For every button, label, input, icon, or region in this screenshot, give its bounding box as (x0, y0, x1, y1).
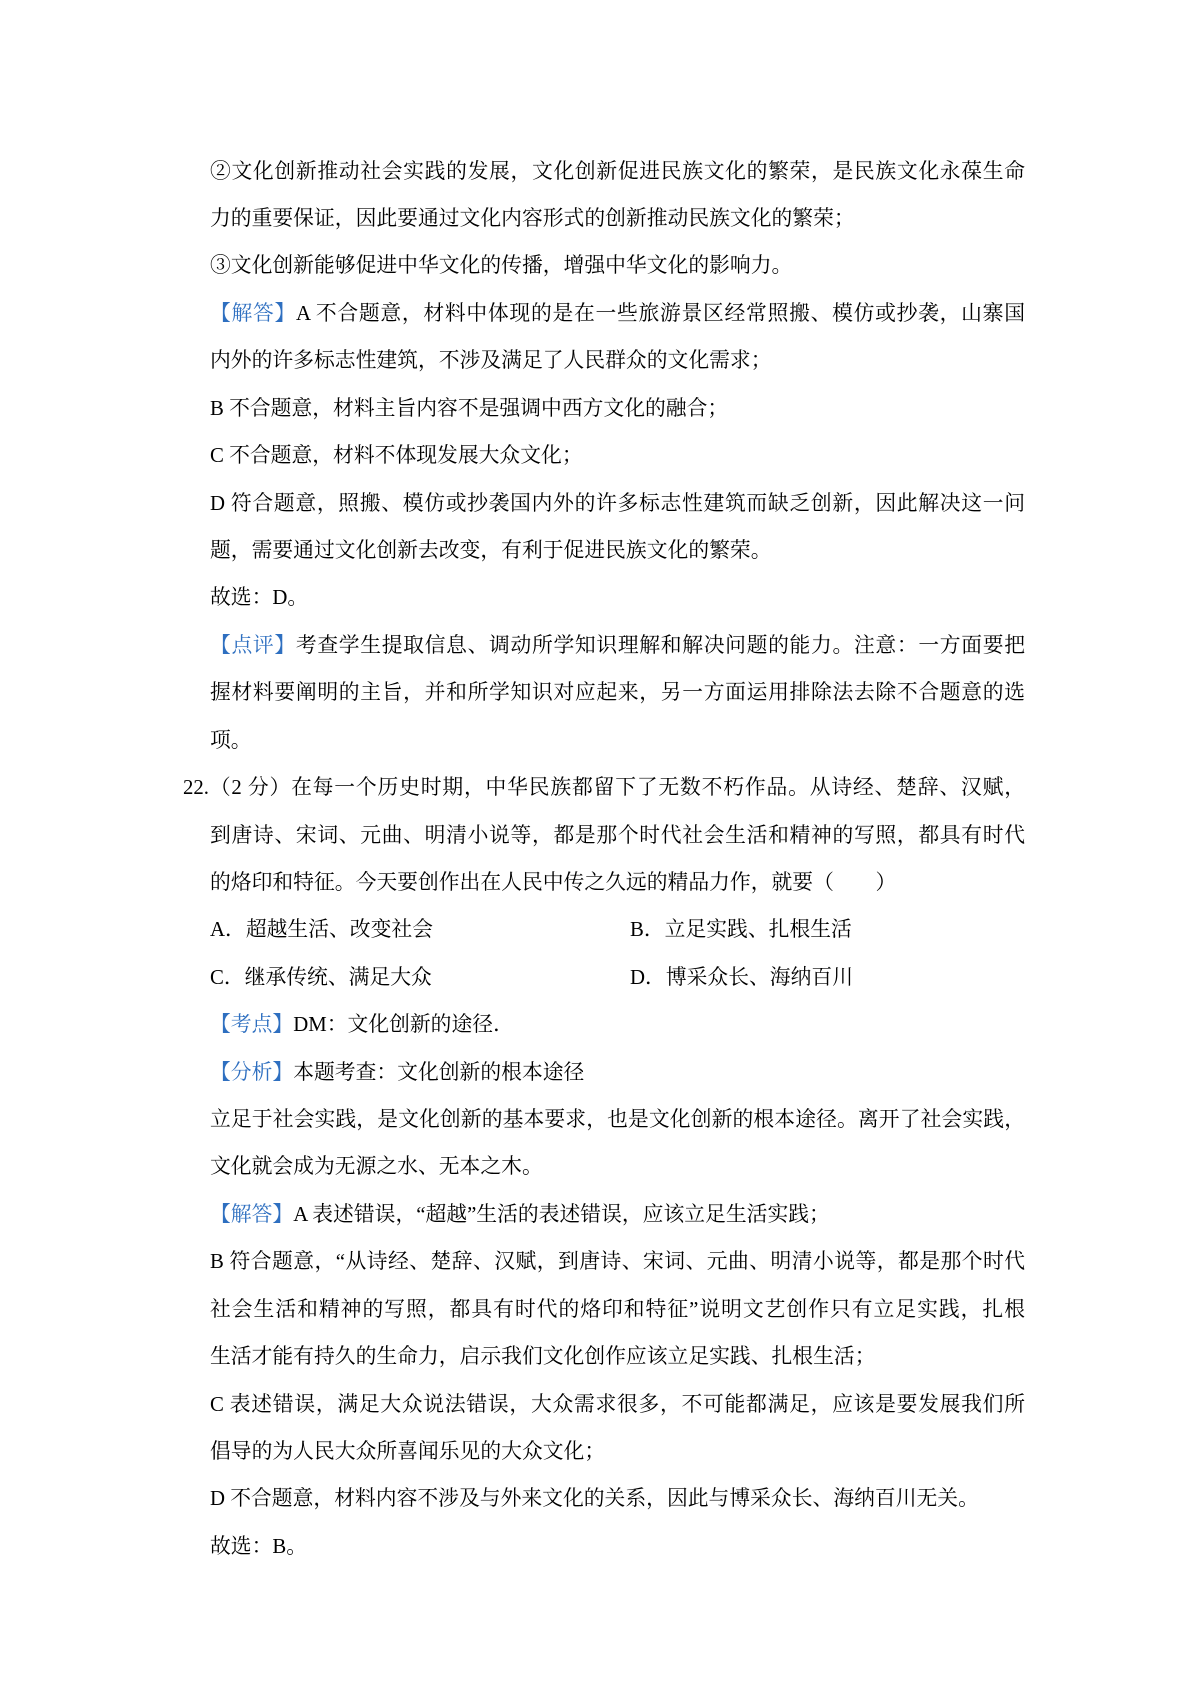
q22-option-a-text: 超越生活、改变社会 (245, 918, 433, 942)
q22-analysis-label: 【分析】 (210, 1060, 294, 1084)
q22-options (210, 906, 1025, 1001)
q21-analysis-point-3: ③文化创新能够促进中华文化的传播，增强中华文化的影响力。 (210, 254, 793, 278)
q21-comment-text-1: 考查学生提取信息、调动所学知识理解和解决问题的能力。注意：一方面要把 (295, 633, 1025, 657)
q21-answer-line-1 (210, 290, 1025, 337)
q22-option-b-text: 立足实践、扎根生活 (664, 918, 852, 942)
q21-answer-choice: 故选：D。 (210, 586, 309, 610)
q22-option-c-text: 继承传统、满足大众 (244, 965, 432, 989)
q22-answer-label: 【解答】 (210, 1202, 294, 1226)
q22-answer (210, 1191, 1025, 1570)
q22-answer-line-1 (210, 1191, 1025, 1238)
q22-option-d-letter: D． (630, 965, 666, 989)
q21-answer-option-d-line-1: D 符合题意，照搬、模仿或抄袭国内外的许多标志性建筑而缺乏创新，因此解决这一问 (210, 491, 1025, 515)
q22-option-a-letter: A． (210, 918, 246, 942)
q22-option-c (210, 954, 630, 1001)
q21-comment-line-2: 握材料要阐明的主旨，并和所学知识对应起来，另一方面运用排除法去除不合题意的选 (210, 681, 1025, 705)
q22-knowledge-point-line (210, 1001, 1025, 1048)
q22-question (183, 764, 1025, 906)
q21-analysis-point-2-line-1: ②文化创新推动社会实践的发展，文化创新促进民族文化的繁荣，是民族文化永葆生命 (210, 159, 1025, 183)
q22-number: 22. (183, 776, 209, 800)
q22-answer-option-b-line-3: 生活才能有持久的生命力，启示我们文化创作应该立足实践、扎根生活； (210, 1345, 876, 1369)
q22-answer-option-d: D 不合题意，材料内容不涉及与外来文化的关系，因此与博采众长、海纳百川无关。 (210, 1487, 979, 1511)
q22-knowledge-point-label: 【考点】 (210, 1013, 294, 1037)
q22-answer-option-c-line-2: 倡导的为人民大众所喜闻乐见的大众文化； (210, 1439, 606, 1463)
q21-answer-option-c: C 不合题意，材料不体现发展大众文化； (210, 444, 583, 468)
q22-answer-option-b-line-2: 社会生活和精神的写照，都具有时代的烙印和特征”说明文艺创作只有立足实践，扎根 (210, 1297, 1025, 1321)
q22-option-b (630, 906, 1050, 953)
q21-answer-option-a-line-1: A 不合题意，材料中体现的是在一些旅游景区经常照搬、模仿或抄袭，山寨国 (296, 301, 1025, 325)
document-body (183, 148, 1025, 1571)
q22-analysis-line-1 (210, 1049, 1025, 1096)
q22-analysis-line-2: 立足于社会实践，是文化创新的基本要求，也是文化创新的根本途径。离开了社会实践， (210, 1108, 1025, 1132)
q22-score: （2 分） (209, 776, 292, 800)
q21-comment-line-1 (210, 622, 1025, 669)
q21-comment-line-3: 项。 (210, 728, 252, 752)
q21-analysis-tail (210, 148, 1025, 290)
q21-comment-label: 【点评】 (210, 633, 296, 657)
q21-comment (210, 622, 1025, 764)
q22-options-row-1 (210, 906, 1025, 953)
q22-option-d (630, 954, 1050, 1001)
q21-answer-option-a-line-2: 内外的许多标志性建筑，不涉及满足了人民群众的文化需求； (210, 349, 772, 373)
q21-answer-option-b: B 不合题意，材料主旨内容不是强调中西方文化的融合； (210, 396, 729, 420)
q22-option-b-letter: B． (630, 918, 665, 942)
q22-option-d-text: 博采众长、海纳百川 (665, 965, 853, 989)
q22-stem-line-3: 的烙印和特征。今天要创作出在人民中传之久远的精品力作，就要（ ） (210, 870, 897, 894)
q22-analysis-line-3: 文化就会成为无源之水、无本之木。 (210, 1155, 543, 1179)
q21-answer-label: 【解答】 (210, 301, 297, 325)
q22-analysis-text-1: 本题考查：文化创新的根本途径 (293, 1060, 585, 1084)
q22-option-a (210, 906, 630, 953)
q22-knowledge-point-text: DM：文化创新的途径． (293, 1013, 514, 1037)
q21-analysis-point-2-line-2: 力的重要保证，因此要通过文化内容形式的创新推动民族文化的繁荣； (210, 207, 855, 231)
q22-knowledge-point (210, 1001, 1025, 1048)
q22-answer-option-b-line-1: B 符合题意，“从诗经、楚辞、汉赋，到唐诗、宋词、元曲、明清小说等，都是那个时代 (210, 1250, 1025, 1274)
q22-stem-line-2: 到唐诗、宋词、元曲、明清小说等，都是那个时代社会生活和精神的写照，都具有时代 (210, 823, 1025, 847)
q22-answer-option-c-line-1: C 表述错误，满足大众说法错误，大众需求很多，不可能都满足，应该是要发展我们所 (210, 1392, 1025, 1416)
q22-answer-choice: 故选：B。 (210, 1534, 308, 1558)
q22-stem-text-1: 在每一个历史时期，中华民族都留下了无数不朽作品。从诗经、楚辞、汉赋， (291, 776, 1025, 800)
q22-analysis (210, 1049, 1025, 1191)
q21-answer (210, 290, 1025, 622)
q22-answer-option-a: A 表述错误，“超越”生活的表述错误，应该立足生活实践； (293, 1202, 830, 1226)
q22-options-row-2 (210, 954, 1025, 1001)
q22-stem-line-1 (183, 764, 1025, 811)
q22-option-c-letter: C． (210, 965, 245, 989)
q21-answer-option-d-line-2: 题，需要通过文化创新去改变，有利于促进民族文化的繁荣。 (210, 538, 772, 562)
